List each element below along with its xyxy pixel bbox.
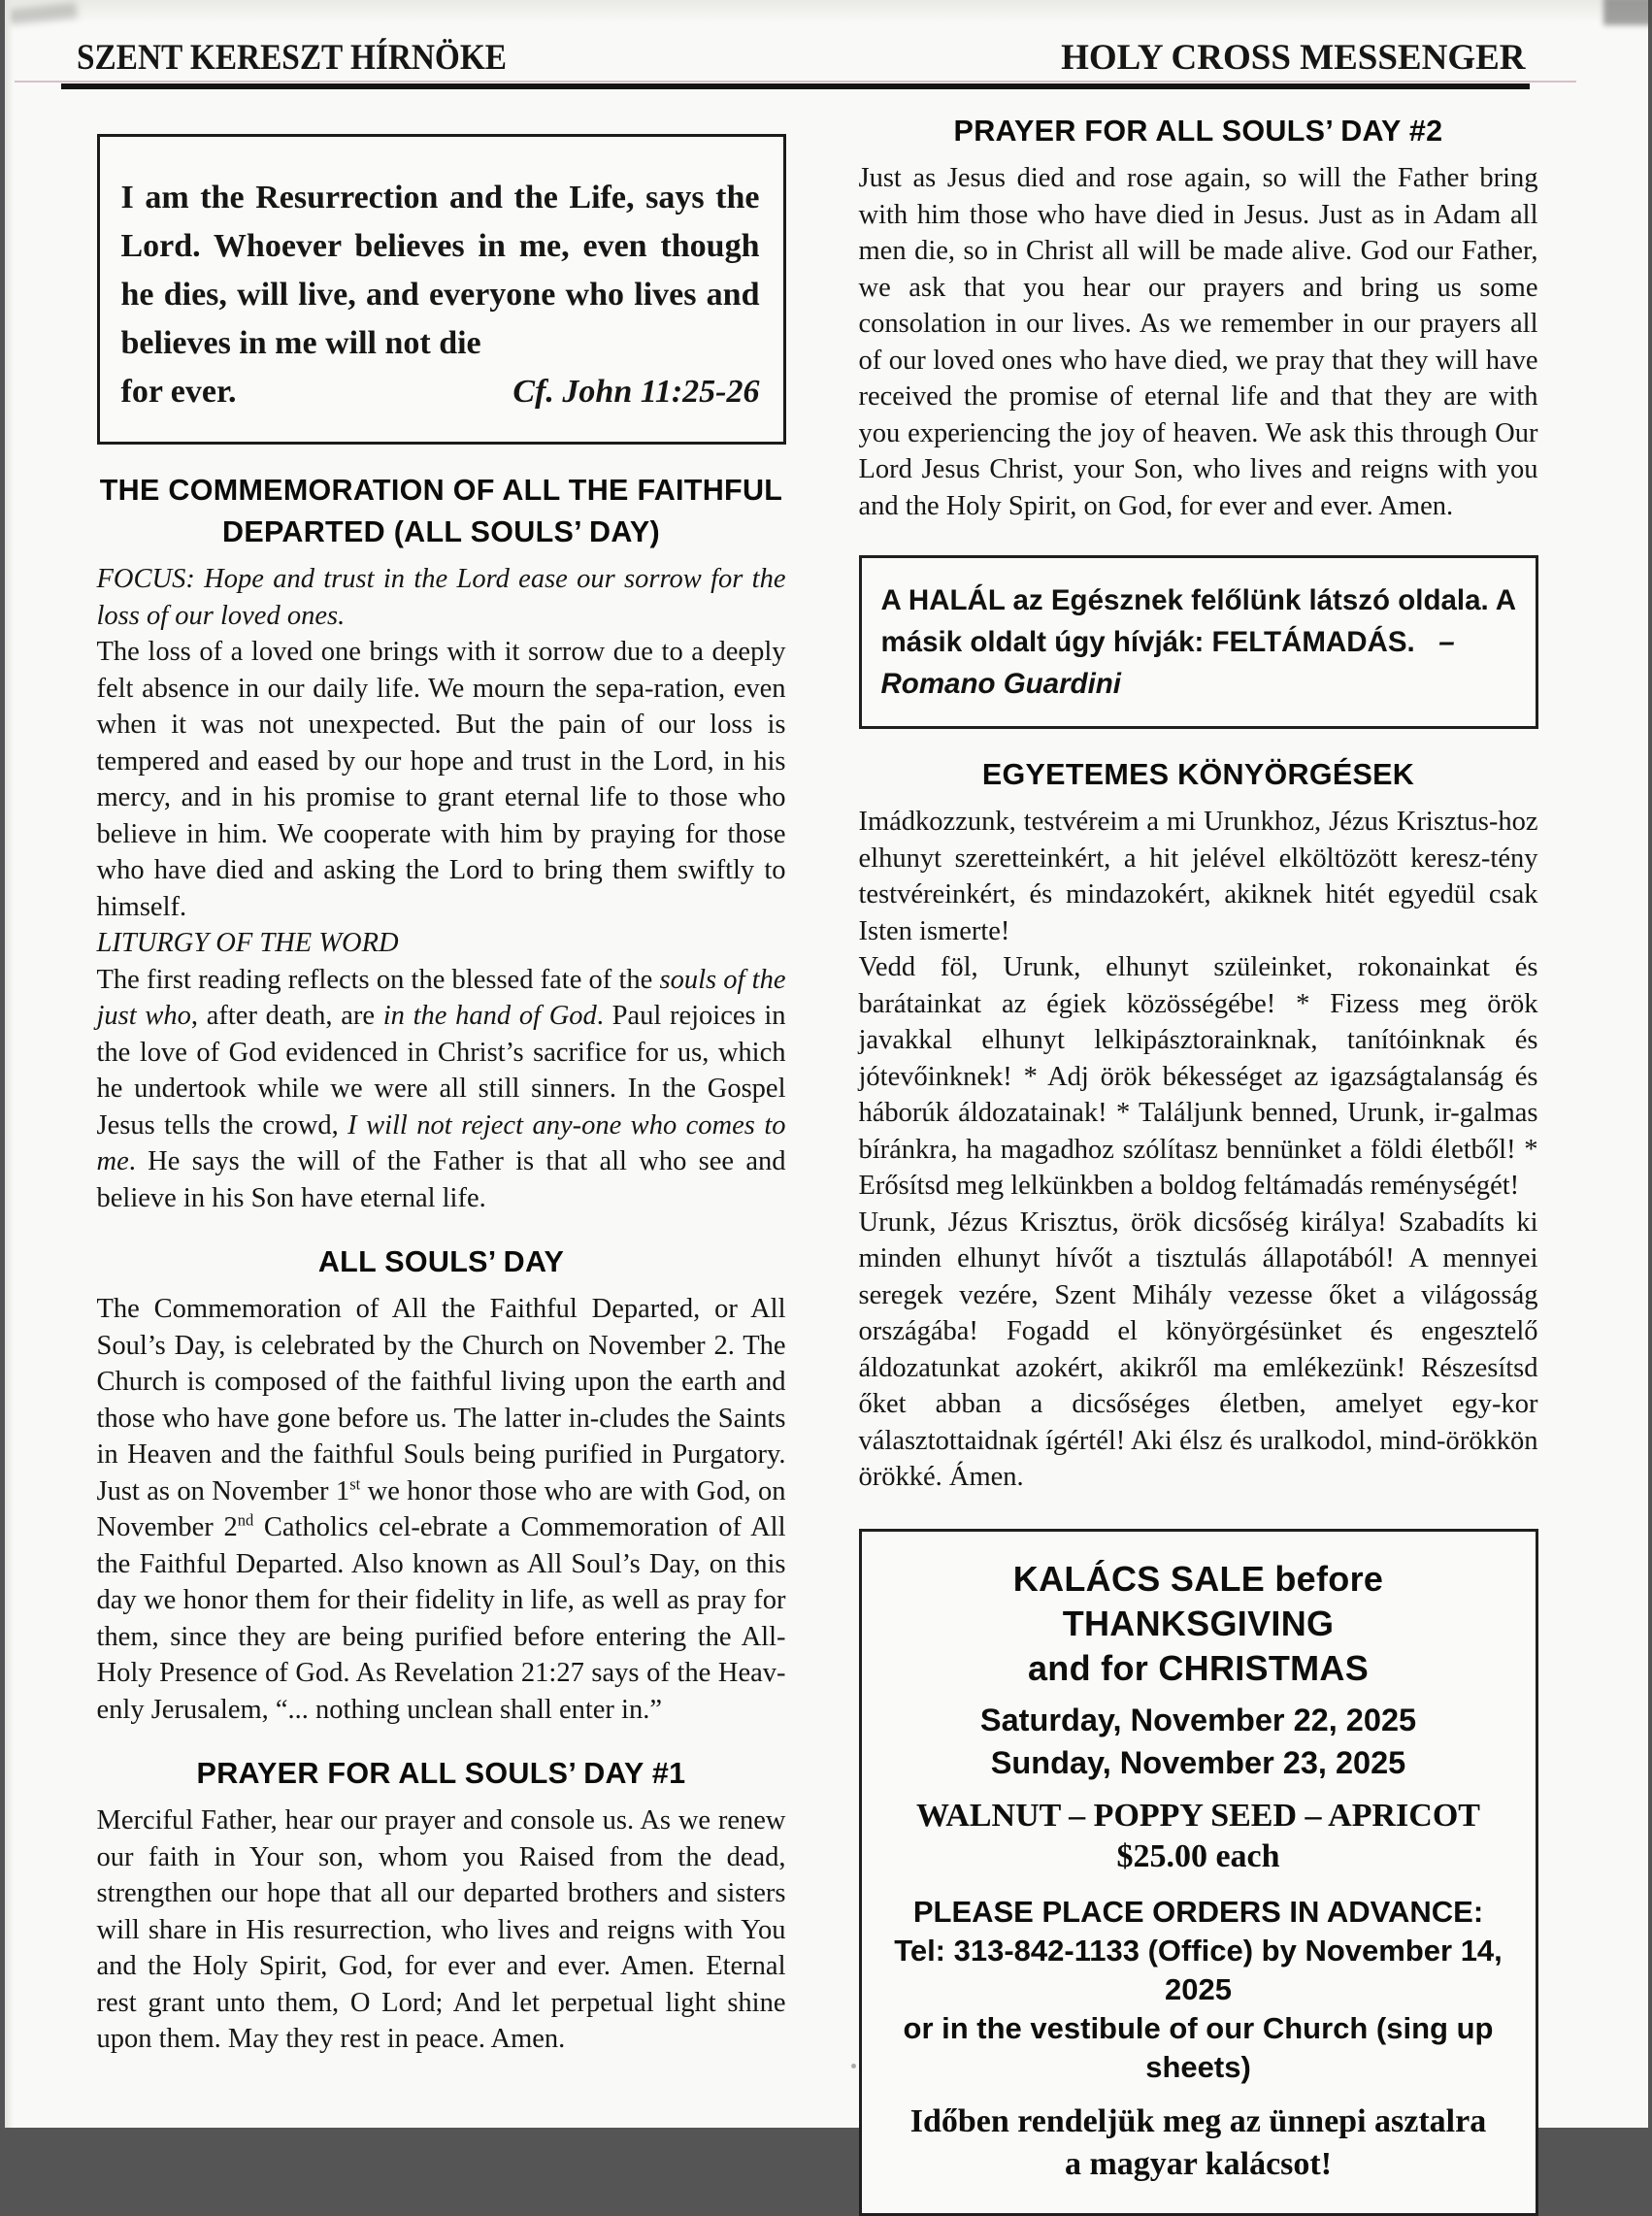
scan-artifact [5,0,1648,23]
kalacs-sale-flavors: WALNUT – POPPY SEED – APRICOT [877,1796,1520,1836]
all-souls-day-paragraph: The Commemoration of All the Faithful Departed, or All Soul’s Day, is celebrated by the Church on November 2. The Church is composed of the faithful living upon the earth and those who have gone before us. The latter in-cludes the Saints in Heaven and the faithful Souls being purified in Purgatory. Just as on November 1st we honor those who are with God, on November 2nd Catholics cel-ebrate a Commemoration of All the Faithful Departed. Also known as All Soul’s Day, on this day we honor them for their fidelity in life, as well as pray for them, since they are being purified before entering the All-Holy Presence of God. As Revelation 21:27 says of the Heav-enly Jerusalem, “... nothing unclean shall enter in.” [97,1291,786,1728]
kalacs-orders-telephone: Tel: 313-842-1133 (Office) by November 14, 2025 [877,1932,1520,2009]
prayer2-paragraph: Just as Jesus died and rose again, so will the Father bring with him those who have died in Jesus. Just as in Adam all men die, so in Christ all will be made alive. God our Father, we ask that you hear our prayers and bring us some consolation in our lives. As we remember in our prayers all of our loved ones who have died, we pray that they will have received the promise of eternal life and that they are with you experiencing the joy of heaven. We ask this through Our Lord Jesus Christ, your Son, who lives and reigns with you and the Holy Spirit, on God, for ever and ever. Amen. [859,160,1538,524]
header-divider [61,81,1530,89]
commemoration-paragraph: The loss of a loved one brings with it sorrow due to a deeply felt absence in our daily life. We mourn the sepa-ration, even when it was not unexpected. But the pain of our loss is tempered and eased by our hope and trust in the Lord, in his mercy, and in his promise to grant eternal life to those who believe in him. We cooperate with him by praying for those who have died and asking the Lord to bring them swiftly to himself. [97,634,786,925]
scan-artifact [5,0,14,2128]
kalacs-sale-box [859,1529,1538,2216]
scripture-citation: Cf. John 11:25-26 [512,368,759,416]
liturgy-paragraph: The first reading reflects on the blessed fate of the souls of the just who, after death, are in the hand of God. Paul rejoices in the love of God evidenced in Christ’s sacrifice for us, which he undertook while we were all still sinners. In the Gospel Jesus tells the crowd, I will not reject any-one who comes to me. He says the will of the Father is that all who see and believe in his Son have eternal life. [97,962,786,1217]
kalacs-sale-title-line1: KALÁCS SALE before THANKSGIVING [877,1557,1520,1646]
kalacs-orders-heading: PLEASE PLACE ORDERS IN ADVANCE: [877,1893,1520,1932]
egyetemes-paragraph-3: Urunk, Jézus Krisztus, örök dicsőség királya! Szabadíts ki minden elhunyt hívőt a tisztulás állapotából! A mennyei seregek vezére, Szent Mihály vezesse őket a világosság országába! Fogadd el könyörgésünket és engesztelő áldozatunkat azokért, akikről ma emlékezünk! Részesítsd őket abban a dicsőséges életben, amelyet egy-kor választottaidnak ígértél! Aki élsz és uralkodol, mind-örökkön örökké. Ámen. [859,1205,1538,1496]
egyetemes-heading: EGYETEMES KÖNYÖRGÉSEK [859,754,1538,796]
kalacs-hungarian-note-line1: Időben rendeljük meg az ünnepi asztalra [877,2100,1520,2143]
kalacs-sale-title-line2: and for CHRISTMAS [877,1646,1520,1691]
commemoration-heading: THE COMMEMORATION OF ALL THE FAITHFUL DEPARTED (ALL SOULS’ DAY) [97,470,786,553]
newsletter-title-hungarian: SZENT KERESZT HÍRNÖKE [77,39,507,78]
egyetemes-paragraph-2: Vedd föl, Urunk, elhunyt szüleinket, rokonainkat és barátainkat az égiek közösségébe! * Fizess meg örök javakkal elhunyt lelkipásztorainknak, tanítóinknak és jótevőinknek! * Adj örök békességet az igazságtalanság és háborúk áldozatainak! * Találjunk benned, Urunk, ir-galmas bíránkra, ha magadhoz szólítasz bennünket a földi életből! * Erősítsd meg lelkünkben a boldog feltámadás reménységét! [859,949,1538,1205]
header-divider-thin-line [15,81,1576,83]
all-souls-day-heading: ALL SOULS’ DAY [97,1241,786,1283]
scan-artifact [851,2064,856,2068]
scripture-quote-last-line [121,368,760,416]
kalacs-sale-date-sunday: Sunday, November 23, 2025 [877,1741,1520,1784]
kalacs-sale-price: $25.00 each [877,1836,1520,1877]
egyetemes-paragraph-1: Imádkozzunk, testvéreim a mi Urunkhoz, Jézus Krisztus-hoz elhunyt szeretteinkért, a hit jelével elköltözött keresz-tény testvéreinkért, és mindazokért, akiknek hitét egyedül csak Isten ismerte! [859,804,1538,949]
liturgy-subheading: LITURGY OF THE WORD [97,925,786,962]
kalacs-orders-alternative: or in the vestibule of our Church (sing up sheets) [877,2009,1520,2087]
prayer1-paragraph: Merciful Father, hear our prayer and console us. As we renew our faith in Your son, whom you Raised from the dead, strengthen our hope that all our departed brothers and sisters will share in His resurrection, who lives and reigns with You and the Holy Spirit, God, for ever and ever. Amen. Eternal rest grant unto them, O Lord; And let perpetual light shine upon them. May they rest in peace. Amen. [97,1803,786,2058]
two-column-layout [5,89,1648,2216]
left-column [97,89,786,2058]
prayer1-heading: PRAYER FOR ALL SOULS’ DAY #1 [97,1753,786,1795]
scripture-quote-box [97,134,786,445]
right-column [859,89,1538,2216]
prayer2-heading: PRAYER FOR ALL SOULS’ DAY #2 [859,111,1538,152]
kalacs-hungarian-note-line2: a magyar kalácsot! [877,2143,1520,2186]
focus-paragraph: FOCUS: Hope and trust in the Lord ease our sorrow for the loss of our loved ones. [97,561,786,634]
scripture-quote-ending: for ever. [121,368,237,416]
newsletter-title-english: HOLY CROSS MESSENGER [1061,39,1525,78]
scripture-quote-text: I am the Resurrection and the Life, says the Lord. Whoever believes in me, even though he dies, will live, and everyone who lives and believes in me will not die [121,174,760,368]
bulletin-page [5,0,1648,2128]
guardini-quote-box: A HALÁL az Egésznek felőlünk látszó oldala. A másik oldalt úgy hívják: FELTÁMADÁS. – Romano Guardini [859,555,1538,729]
scan-artifact [1603,0,1652,25]
kalacs-sale-date-saturday: Saturday, November 22, 2025 [877,1699,1520,1741]
